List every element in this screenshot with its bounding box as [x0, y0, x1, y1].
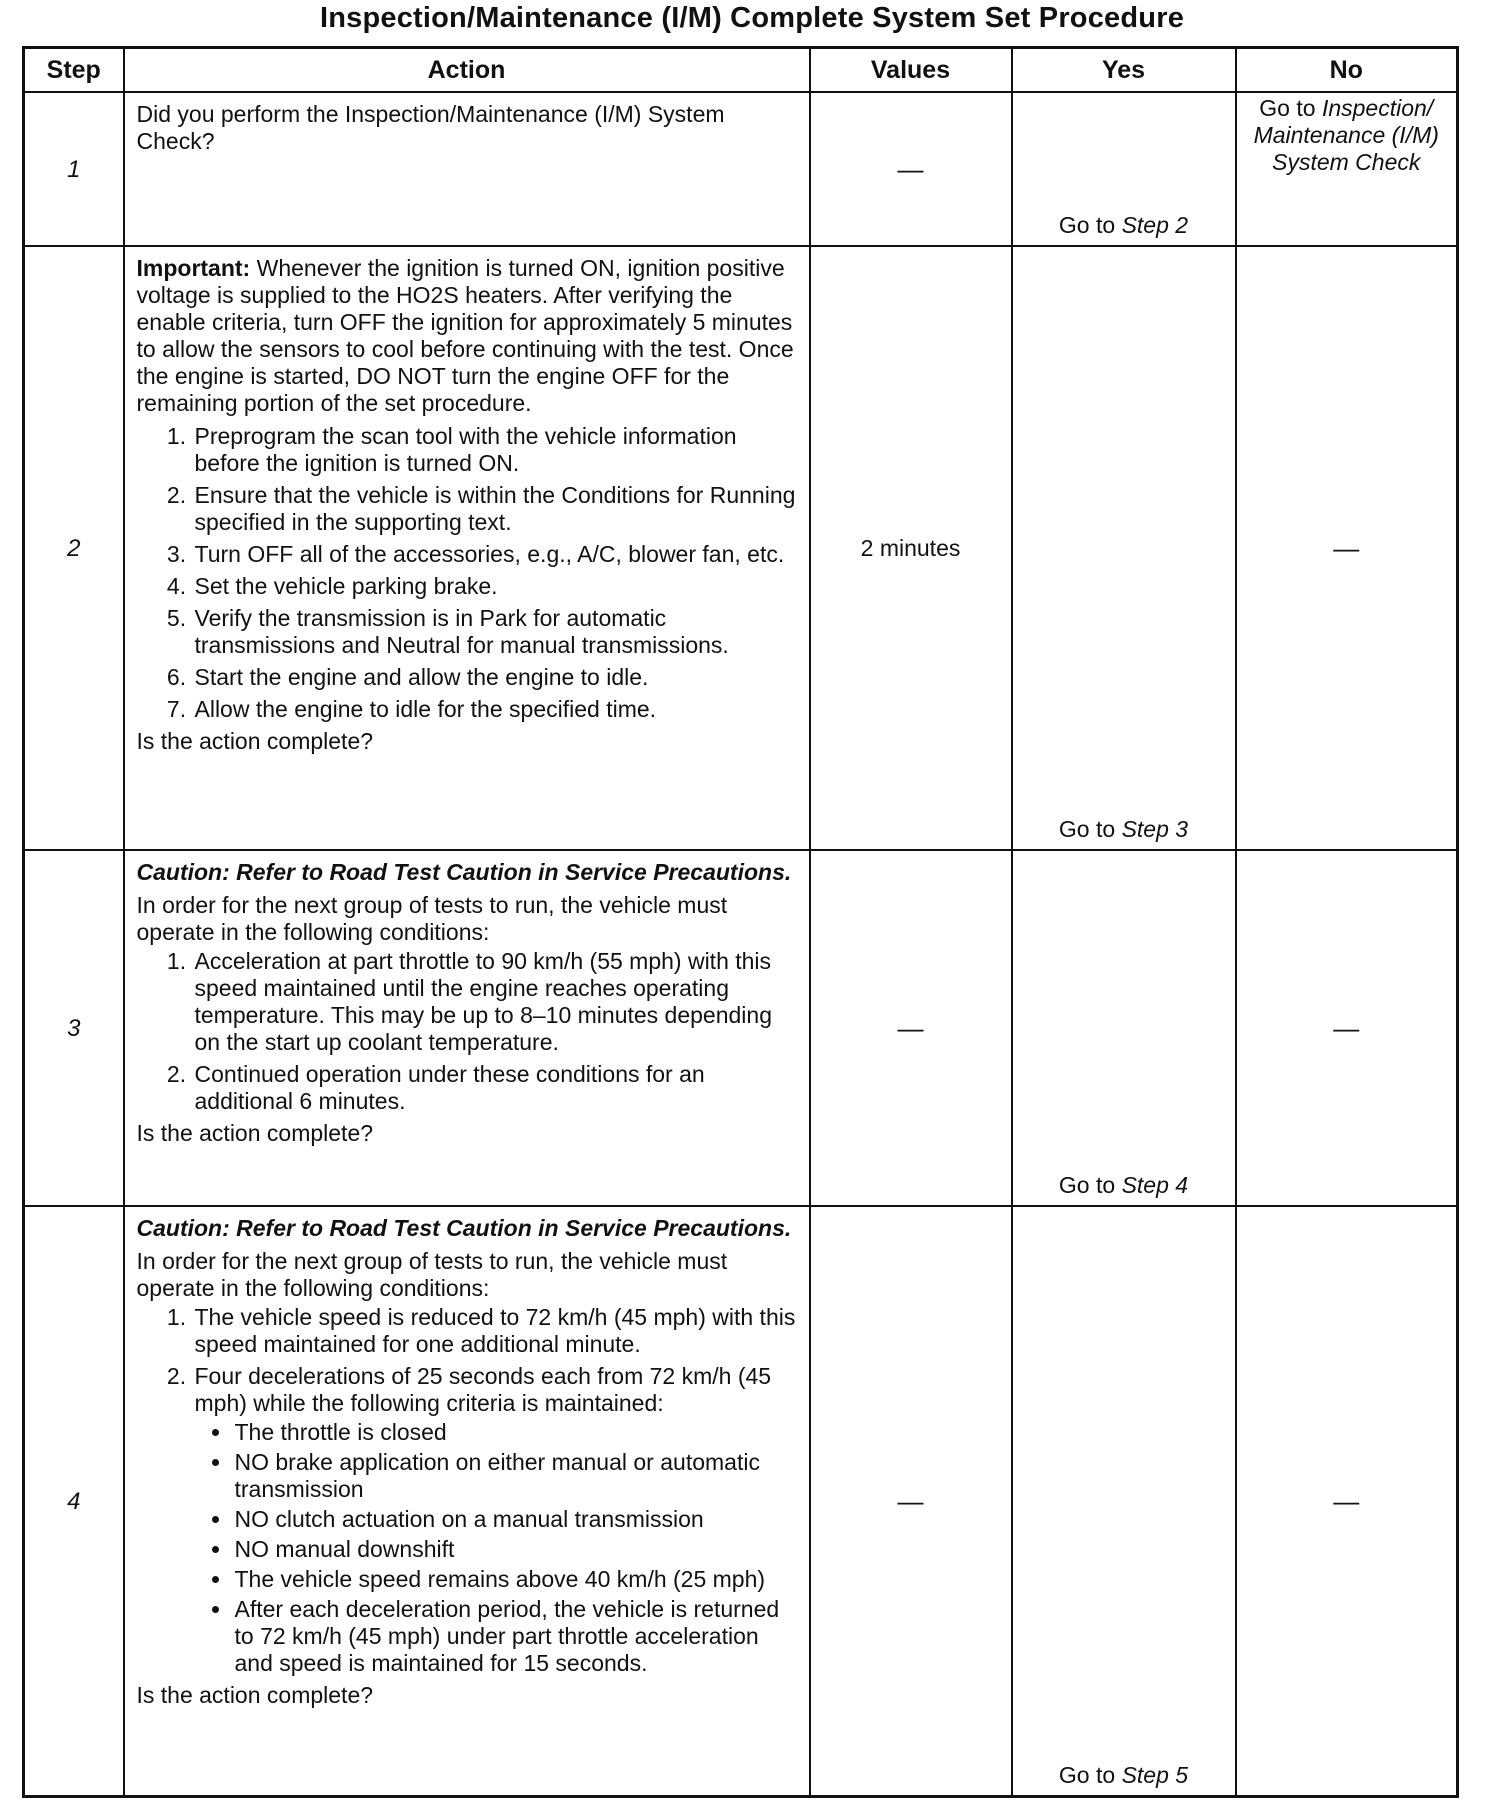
go-to-label: Go to [1058, 212, 1116, 238]
header-no: No [1236, 48, 1458, 93]
values-cell: — [810, 1206, 1012, 1797]
page-title: Inspection/Maintenance (I/M) Complete System Set Procedure [319, 2, 1185, 34]
header-row [24, 48, 1458, 93]
action-cell [124, 92, 810, 246]
no-target: Inspection/ Maintenance (I/M) System Check [1253, 95, 1439, 175]
bullet-item: • After each deceleration period, the vehicle is returned to 72 km/h (45 mph) under part throttle acceleration and speed is maintained for 15 seconds. [233, 1596, 797, 1677]
list-item: 2. Ensure that the vehicle is within the Conditions for Running specified in the supporting text. [193, 482, 797, 536]
list-item: 1. Preprogram the scan tool with the vehicle information before the ignition is turned ON. [193, 423, 797, 477]
important-text: Whenever the ignition is turned ON, ignition positive voltage is supplied to the HO2S heaters. After verifying the enable criteria, turn OFF the ignition for approximately 5 minutes to allow the sensors to cool before continuing with the test. Once the engine is started, DO NOT turn the engine OFF for the remaining portion of the set procedure. [136, 255, 794, 416]
bullet-item: • The vehicle speed remains above 40 km/h (25 mph) [233, 1566, 797, 1593]
intro-text: In order for the next group of tests to run, the vehicle must operate in the following conditions: [136, 892, 728, 945]
header-yes: Yes [1012, 48, 1236, 93]
no-cell: — [1236, 246, 1458, 850]
step-number: 4 [24, 1206, 124, 1797]
list-item: 4. Set the vehicle parking brake. [193, 573, 797, 600]
step-number: 2 [24, 246, 124, 850]
procedure-steps [137, 948, 797, 1115]
caution-note: Caution: Refer to Road Test Caution in Service Precautions. [136, 1215, 792, 1241]
no-cell: — [1236, 850, 1458, 1206]
go-to-label: Go to [1058, 1172, 1116, 1198]
yes-target: Step 5 [1121, 1762, 1189, 1788]
yes-cell [1012, 246, 1236, 850]
important-label: Important: [136, 255, 251, 281]
bullet-item: • NO clutch actuation on a manual transmission [233, 1506, 797, 1533]
go-to-label: Go to [1058, 816, 1116, 842]
bullet-item: • NO manual downshift [233, 1536, 797, 1563]
go-to-label: Go to [1058, 1762, 1116, 1788]
list-item: 6. Start the engine and allow the engine to idle. [193, 664, 797, 691]
list-item: 2. Continued operation under these conditions for an additional 6 minutes. [193, 1061, 797, 1115]
yes-target: Step 3 [1121, 816, 1189, 842]
header-action: Action [124, 48, 810, 93]
action-cell [124, 850, 810, 1206]
list-item-text: Four decelerations of 25 seconds each from 72 km/h (45 mph) while the following criteria is maintained: [194, 1363, 772, 1416]
procedure-steps [137, 1304, 797, 1677]
table-row [24, 92, 1458, 246]
question-text: Is the action complete? [136, 728, 374, 754]
intro-text: In order for the next group of tests to run, the vehicle must operate in the following conditions: [136, 1248, 728, 1301]
list-item: 7. Allow the engine to idle for the specified time. [193, 696, 797, 723]
yes-cell [1012, 850, 1236, 1206]
action-cell [124, 246, 810, 850]
question-text: Is the action complete? [136, 1682, 374, 1708]
no-cell [1236, 92, 1458, 246]
list-item: 5. Verify the transmission is in Park for automatic transmissions and Neutral for manual transmissions. [193, 605, 797, 659]
list-item: 3. Turn OFF all of the accessories, e.g., A/C, blower fan, etc. [193, 541, 797, 568]
caution-note: Caution: Refer to Road Test Caution in Service Precautions. [136, 859, 792, 885]
action-text: Did you perform the Inspection/Maintenance (I/M) System Check? [136, 101, 725, 154]
procedure-table [22, 46, 1459, 1798]
yes-target: Step 2 [1121, 212, 1189, 238]
yes-target: Step 4 [1121, 1172, 1189, 1198]
bullet-item: • NO brake application on either manual or automatic transmission [233, 1449, 797, 1503]
list-item: 1. The vehicle speed is reduced to 72 km/h (45 mph) with this speed maintained for one additional minute. [193, 1304, 797, 1358]
criteria-list [195, 1419, 797, 1677]
yes-cell [1012, 92, 1236, 246]
action-cell [124, 1206, 810, 1797]
procedure-steps [137, 423, 797, 723]
step-number: 1 [24, 92, 124, 246]
go-to-label: Go to [1259, 95, 1316, 121]
table-row [24, 246, 1458, 850]
table-row [24, 1206, 1458, 1797]
important-note [137, 255, 797, 417]
list-item [193, 1363, 797, 1677]
bullet-item: • The throttle is closed [233, 1419, 797, 1446]
no-cell: — [1236, 1206, 1458, 1797]
header-values: Values [810, 48, 1012, 93]
header-step: Step [24, 48, 124, 93]
values-cell: 2 minutes [810, 246, 1012, 850]
question-text: Is the action complete? [136, 1120, 374, 1146]
table-row [24, 850, 1458, 1206]
values-cell: — [810, 850, 1012, 1206]
yes-cell [1012, 1206, 1236, 1797]
list-item: 1. Acceleration at part throttle to 90 km/h (55 mph) with this speed maintained until the engine reaches operating temperature. This may be up to 8–10 minutes depending on the start up coolant temperature. [193, 948, 797, 1056]
values-cell: — [810, 92, 1012, 246]
step-number: 3 [24, 850, 124, 1206]
